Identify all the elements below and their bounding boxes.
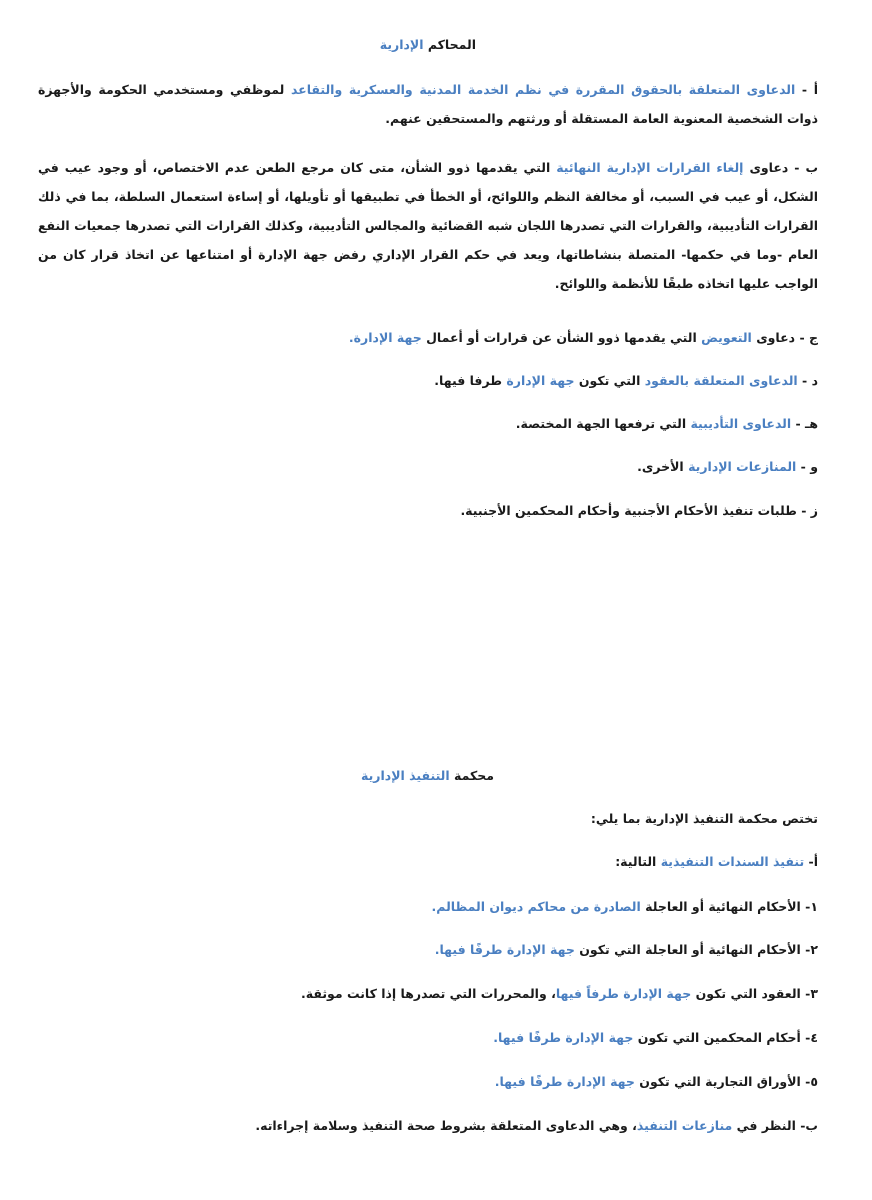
list-item: ٢- الأحكام النهائية أو العاجلة التي تكون جهة الإدارة طرفًا فيها. xyxy=(434,942,818,957)
item-c-highlight-1: التعويض xyxy=(701,330,752,345)
list-item-highlight: الصادرة من محاكم ديوان المظالم. xyxy=(431,899,641,914)
list-item-highlight: جهة الإدارة طرفاً فيها xyxy=(555,986,692,1001)
item-c-highlight-2: جهة الإدارة. xyxy=(348,330,422,345)
section1-item-d: د - الدعاوى المتعلقة بالعقود التي تكون جهة الإدارة طرفا فيها. xyxy=(434,373,818,388)
section1-item-g: ز - طلبات تنفيذ الأحكام الأجنبية وأحكام المحكمين الأجنبية. xyxy=(460,503,818,518)
list-item: ٤- أحكام المحكمين التي تكون جهة الإدارة طرفًا فيها. xyxy=(493,1030,818,1045)
list-item: ٥- الأوراق التجارية التي تكون جهة الإدارة طرفًا فيها. xyxy=(494,1074,818,1089)
section1-item-b: ب - دعاوى إلغاء القرارات الإدارية النهائية التي يقدمها ذوو الشأن، متى كان مرجع الطعن عدم الاختصاص، أو وجود عيب في الشكل، أو عيب في السبب، أو مخالفة النظم واللوائح، أو الخطأ في تطبيقها أو تأويلها، أو إساءة استعمال السلطة، بما في ذلك القرارات التأديبية، والقرارات التي تصدرها اللجان شبه القضائية والمجالس التأديبية، وكذلك القرارات التي تصدرها جمعيات النفع العام -وما في حكمها- المتصلة بنشاطاتها، ويعد في حكم القرار الإداري رفض جهة الإدارة أو امتناعها عن اتخاذ قرار كان من الواجب عليها اتخاذه طبقًا للأنظمة واللوائح. xyxy=(38,160,819,291)
item-d-highlight-1: الدعاوى المتعلقة بالعقود xyxy=(644,373,798,388)
section1-title: المحاكم الإدارية xyxy=(379,37,476,52)
section2-item-a: أ- تنفيذ السندات التنفيذية التالية: xyxy=(615,854,818,869)
section2-item-b-highlight: منازعات التنفيذ xyxy=(636,1118,733,1133)
section1-item-e: هـ - الدعاوى التأديبية التي ترفعها الجهة المختصة. xyxy=(515,416,818,431)
section1-item-a: أ - الدعاوى المتعلقة بالحقوق المقررة في نظم الخدمة المدنية والعسكرية والتقاعد لموظفي ومستخدمي الحكومة والأجهزة ذوات الشخصية المعنوية العامة المستقلة أو ورثتهم والمستحقين عنهم. xyxy=(38,82,818,126)
section2-title: محكمة التنفيذ الإدارية xyxy=(361,768,494,783)
section2-intro: تختص محكمة التنفيذ الإدارية بما يلي: xyxy=(590,811,818,826)
section1-title-highlight: الإدارية xyxy=(379,37,424,52)
section2-title-highlight: التنفيذ الإدارية xyxy=(361,768,450,783)
item-f-highlight: المنازعات الإدارية xyxy=(688,459,797,474)
list-item: ٣- العقود التي تكون جهة الإدارة طرفاً فيها، والمحررات التي تصدرها إذا كانت موثقة. xyxy=(301,986,818,1001)
section2-item-a-highlight: تنفيذ السندات التنفيذية xyxy=(660,854,805,869)
item-d-highlight-2: جهة الإدارة xyxy=(506,373,575,388)
list-item-highlight: جهة الإدارة طرفًا فيها. xyxy=(434,942,575,957)
list-item-highlight: جهة الإدارة طرفًا فيها. xyxy=(493,1030,634,1045)
section1-item-c: ج - دعاوى التعويض التي يقدمها ذوو الشأن عن قرارات أو أعمال جهة الإدارة. xyxy=(348,330,818,345)
list-item-highlight: جهة الإدارة طرفًا فيها. xyxy=(494,1074,635,1089)
item-a-highlight: الدعاوى المتعلقة بالحقوق المقررة في نظم الخدمة المدنية والعسكرية والتقاعد xyxy=(290,82,796,97)
section1-item-f: و - المنازعات الإدارية الأخرى. xyxy=(637,459,818,474)
item-e-highlight: الدعاوى التأديبية xyxy=(690,416,792,431)
item-b-highlight: إلغاء القرارات الإدارية النهائية xyxy=(556,160,744,175)
section2-item-b: ب- النظر في منازعات التنفيذ، وهي الدعاوى المتعلقة بشروط صحة التنفيذ وسلامة إجراءاته. xyxy=(255,1118,818,1133)
list-item: ١- الأحكام النهائية أو العاجلة الصادرة من محاكم ديوان المظالم. xyxy=(431,899,818,914)
